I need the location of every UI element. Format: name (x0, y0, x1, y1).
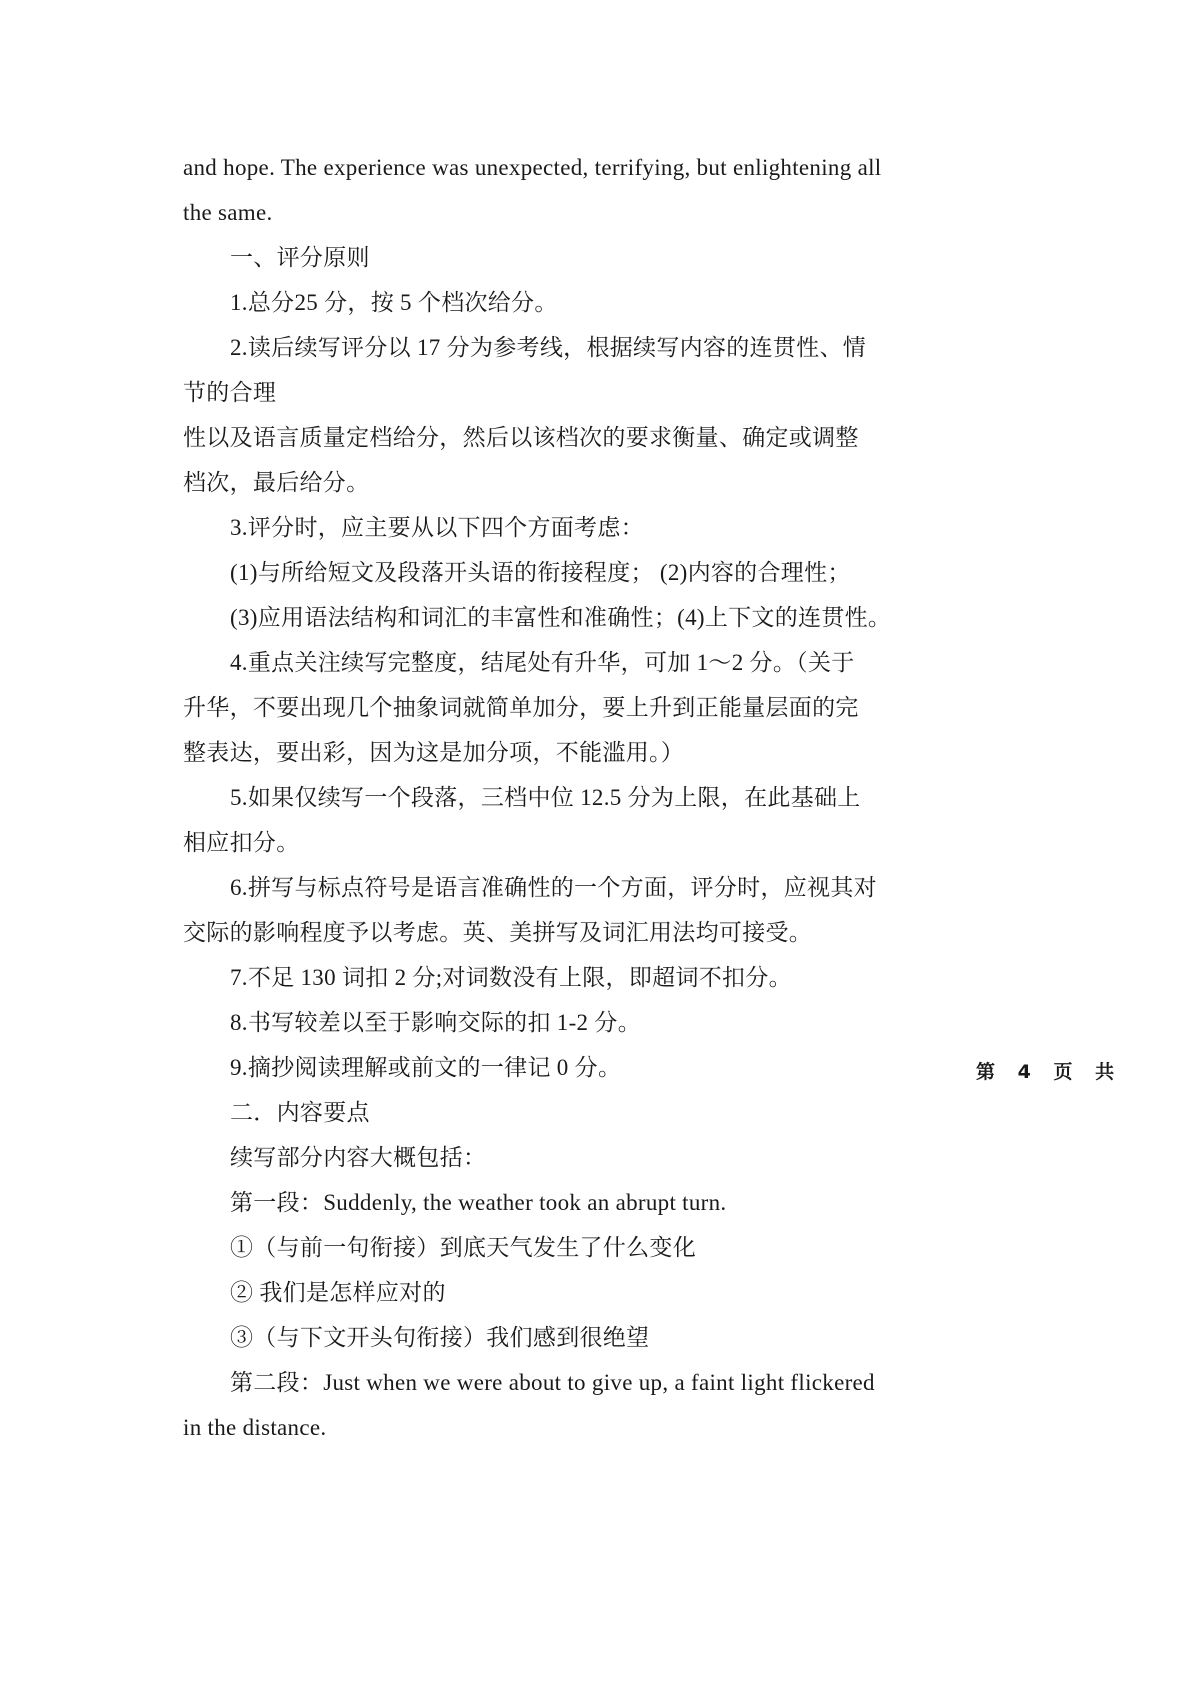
list-item: ② 我们是怎样应对的 (230, 1280, 446, 1305)
text-line: 7.不足 130 词扣 2 分;对词数没有上限，即超词不扣分。 (230, 965, 792, 990)
text-line: 8.书写较差以至于影响交际的扣 1-2 分。 (230, 1010, 642, 1035)
text-line: 性以及语言质量定档给分，然后以该档次的要求衡量、确定或调整 (183, 425, 859, 450)
text-line: 整表达，要出彩，因为这是加分项，不能滥用。） (183, 740, 685, 765)
text-line: 第一段：Suddenly, the weather took an abrupt turn. (230, 1190, 727, 1215)
text-line: 2.读后续写评分以 17 分为参考线，根据续写内容的连贯性、情 (230, 335, 867, 360)
section-heading: 一、评分原则 (230, 245, 370, 270)
text-line: 4.重点关注续写完整度，结尾处有升华，可加 1～2 分。（关于 (230, 650, 855, 675)
page-number: 第 4 页 共 (976, 1061, 1123, 1083)
text-line: and hope. The experience was unexpected, terrifying, but enlightening all (183, 155, 882, 180)
text-line: in the distance. (183, 1415, 327, 1440)
text-line: 升华，不要出现几个抽象词就简单加分，要上升到正能量层面的完 (183, 695, 859, 720)
text-line: 档次，最后给分。 (183, 470, 370, 495)
text-line: 第二段：Just when we were about to give up, a faint light flickered (230, 1370, 875, 1395)
text-line: 9.摘抄阅读理解或前文的一律记 0 分。 (230, 1055, 622, 1080)
list-item: ③（与下文开头句衔接）我们感到很绝望 (230, 1325, 650, 1350)
text-line: 5.如果仅续写一个段落，三档中位 12.5 分为上限，在此基础上 (230, 785, 861, 810)
text-line: 3.评分时，应主要从以下四个方面考虑： (230, 515, 644, 540)
list-item: ①（与前一句衔接）到底天气发生了什么变化 (230, 1235, 696, 1260)
text-line: 交际的影响程度予以考虑。英、美拼写及词汇用法均可接受。 (183, 920, 813, 945)
text-line: (3)应用语法结构和词汇的丰富性和准确性；(4)上下文的连贯性。 (230, 605, 892, 630)
text-line: 续写部分内容大概包括： (230, 1145, 487, 1170)
text-line: (1)与所给短文及段落开头语的衔接程度； (2)内容的合理性； (230, 560, 851, 585)
text-line: 相应扣分。 (183, 830, 300, 855)
text-line: 节的合理 (183, 380, 277, 405)
text-line: 1.总分25 分，按 5 个档次给分。 (230, 290, 558, 315)
section-heading: 二．内容要点 (230, 1100, 370, 1125)
text-line: 6.拼写与标点符号是语言准确性的一个方面，评分时，应视其对 (230, 875, 877, 900)
text-line: the same. (183, 200, 273, 225)
